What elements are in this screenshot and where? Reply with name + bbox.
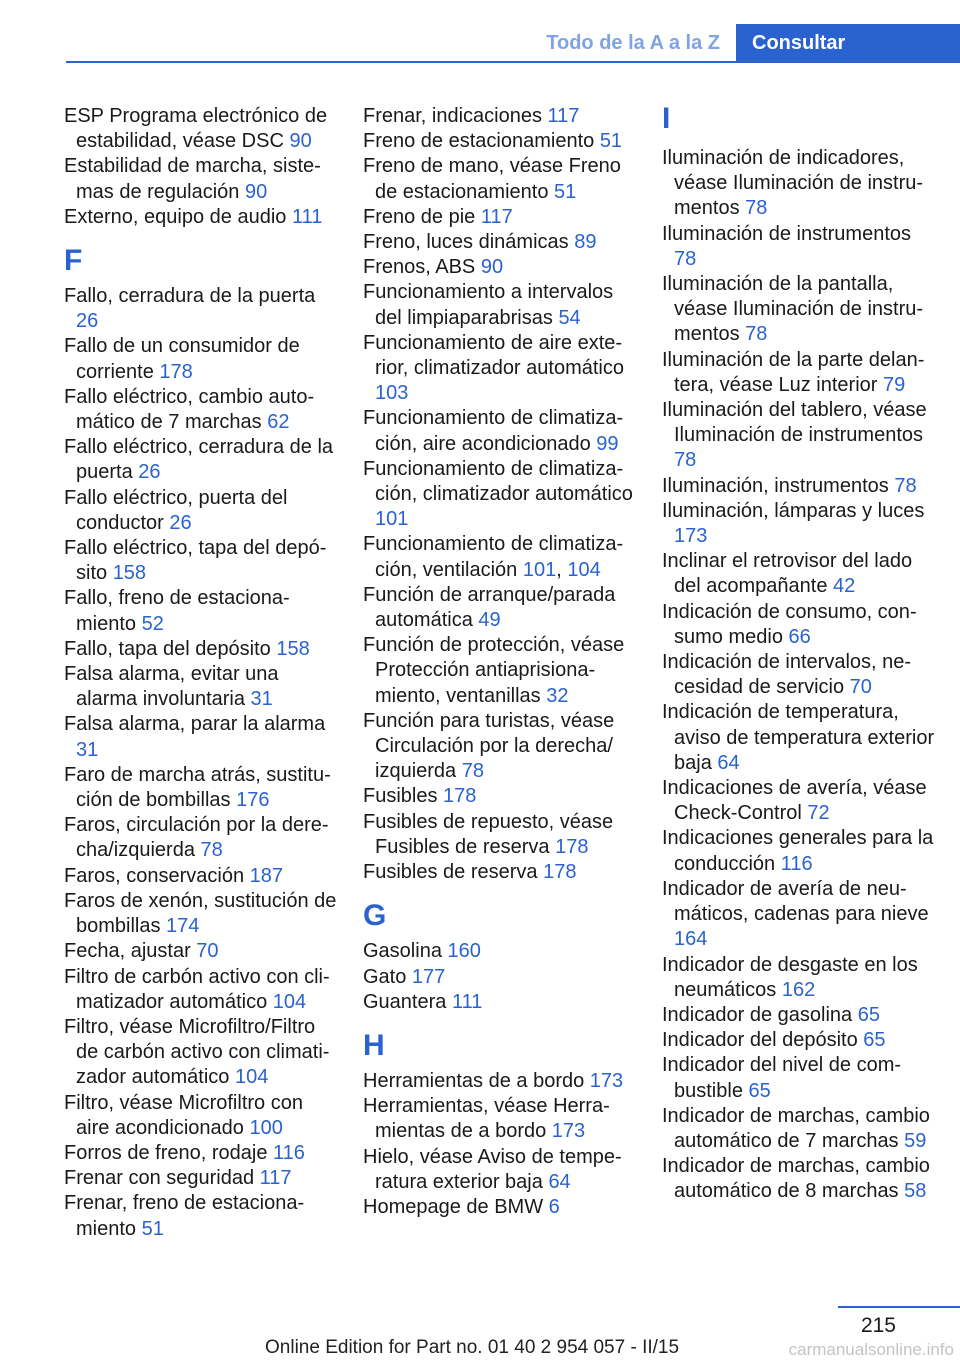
index-entry bbox=[662, 1003, 937, 1028]
entry-text: Homepage de BMW bbox=[363, 1195, 544, 1218]
index-column-2 bbox=[363, 104, 638, 1220]
entry-text: Frenar, indicaciones bbox=[363, 105, 542, 127]
page-link[interactable]: 54 bbox=[558, 306, 581, 329]
index-entry bbox=[64, 712, 339, 762]
entry-text: Herramientas de a bordo bbox=[363, 1069, 585, 1092]
page-link[interactable]: 59 bbox=[904, 1129, 927, 1152]
entry-text: Gasolina bbox=[363, 940, 442, 963]
page-link[interactable]: 173 bbox=[551, 1120, 586, 1143]
index-entry bbox=[363, 1069, 638, 1094]
entry-text: Indicaciones generales para la conducción bbox=[662, 827, 934, 875]
index-entry bbox=[363, 457, 638, 533]
entry-text: Iluminación del tablero, véase Iluminación de instrumentos bbox=[662, 399, 927, 447]
entry-text: Funcionamiento de climatización, climatizador automático bbox=[363, 457, 633, 506]
entry-text: Indicador del nivel de combustible bbox=[662, 1054, 902, 1102]
breadcrumb[interactable]: Todo de la A a la Z bbox=[546, 31, 720, 54]
entry-text: Fallo, tapa del depósito bbox=[64, 637, 271, 660]
page-link[interactable]: 178 bbox=[443, 785, 477, 808]
index-entry bbox=[662, 953, 937, 1003]
index-entry bbox=[363, 230, 638, 255]
page-link[interactable]: 104 bbox=[234, 1066, 269, 1089]
page-link[interactable]: 65 bbox=[857, 1003, 880, 1026]
entry-text: Guantera bbox=[363, 990, 447, 1013]
entry-text: Indicador de gasolina bbox=[662, 1003, 853, 1026]
index-entry bbox=[64, 486, 339, 536]
entry-text: Inclinar el retrovisor del lado del acompañante bbox=[662, 550, 913, 598]
index-entry bbox=[363, 331, 638, 407]
index-entry bbox=[363, 255, 638, 280]
page-link[interactable]: 65 bbox=[748, 1079, 771, 1102]
index-entry bbox=[64, 662, 339, 712]
index-entry bbox=[662, 1154, 937, 1204]
entry-text: Función para turistas, véase Circulación por la derecha/ izquierda bbox=[363, 709, 615, 783]
page-link[interactable]: 31 bbox=[76, 738, 99, 761]
entry-text: Frenar, freno de estacionamiento bbox=[64, 1192, 305, 1240]
page-link[interactable]: 72 bbox=[807, 802, 830, 825]
index-entry bbox=[662, 650, 937, 700]
page-link[interactable]: 51 bbox=[141, 1217, 164, 1240]
entry-text: Filtro, véase Microfiltro con aire acondicionado bbox=[64, 1091, 303, 1139]
page-link[interactable]: 42 bbox=[833, 575, 856, 598]
index-entry bbox=[64, 586, 339, 636]
index-column-3 bbox=[662, 104, 937, 1205]
entry-text: Indicador de desgaste en los neumáticos bbox=[662, 953, 918, 1001]
index-entry bbox=[662, 474, 937, 499]
page-link[interactable]: 177 bbox=[411, 965, 446, 988]
page-link[interactable]: 158 bbox=[276, 637, 310, 660]
index-letter-heading: I bbox=[662, 102, 671, 135]
entry-text: Indicación de temperatura, aviso de temperatura exterior baja bbox=[662, 701, 935, 774]
page-link[interactable]: 187 bbox=[249, 864, 284, 887]
page-link[interactable]: 101 bbox=[522, 558, 557, 581]
entry-text: Función de arranque/parada automática bbox=[363, 583, 616, 632]
footer-rule bbox=[838, 1306, 960, 1308]
index-entry bbox=[363, 1195, 638, 1220]
page-link[interactable]: 103 bbox=[375, 382, 409, 405]
entry-text: Indicaciones de avería, véase Check-Control bbox=[662, 777, 927, 825]
page-link[interactable]: 100 bbox=[249, 1116, 283, 1139]
index-entry bbox=[662, 146, 937, 222]
page-link[interactable]: 26 bbox=[138, 461, 161, 484]
entry-text: Función de protección, véase Protección antiaprisionamiento, ventanillas bbox=[363, 634, 625, 707]
page-link[interactable]: 51 bbox=[554, 180, 577, 203]
watermark: carmanualsonline.info bbox=[788, 1340, 954, 1359]
index-entry bbox=[662, 877, 937, 953]
page-link[interactable]: 89 bbox=[574, 231, 597, 254]
entry-text: Freno, luces dinámicas bbox=[363, 231, 569, 254]
index-entry bbox=[64, 385, 339, 435]
index-entry bbox=[363, 633, 638, 709]
entry-text: Indicación de consumo, consumo medio bbox=[662, 600, 917, 648]
entry-text: Indicador de marchas, cambio automático de 8 marchas bbox=[662, 1155, 930, 1203]
entry-text: Indicador de avería de neumáticos, cadenas para nieve bbox=[662, 877, 929, 926]
page-link[interactable]: 117 bbox=[259, 1167, 292, 1190]
entry-text: Fusibles de reserva bbox=[363, 861, 538, 884]
index-entry bbox=[662, 499, 937, 549]
index-entry bbox=[64, 435, 339, 485]
page-link[interactable]: 52 bbox=[141, 612, 164, 635]
entry-text: Faros, conservación bbox=[64, 864, 245, 887]
entry-text: Externo, equipo de audio bbox=[64, 205, 287, 228]
page-link[interactable]: 178 bbox=[555, 835, 589, 858]
entry-text: Frenos, ABS bbox=[363, 256, 476, 279]
index-entry bbox=[662, 1053, 937, 1103]
page-link[interactable]: 117 bbox=[547, 105, 580, 127]
page-link[interactable]: 78 bbox=[461, 760, 484, 783]
index-entry bbox=[64, 154, 339, 204]
index-entry bbox=[64, 334, 339, 384]
entry-text: Funcionamiento de aire exterior, climatizador automático bbox=[363, 331, 624, 380]
entry-text: Freno de pie bbox=[363, 205, 476, 228]
page-link[interactable]: 99 bbox=[596, 432, 619, 455]
page-link[interactable]: 32 bbox=[546, 684, 569, 707]
index-letter-heading: H bbox=[363, 1028, 385, 1062]
edition-text: Online Edition for Part no. 01 40 2 954 057 - II/15 bbox=[265, 1337, 680, 1358]
page-link[interactable]: 173 bbox=[589, 1069, 624, 1092]
entry-text: Fallo eléctrico, tapa del depósito bbox=[64, 537, 327, 585]
entry-text: Fallo de un consumidor de corriente bbox=[64, 335, 300, 383]
page-link[interactable]: 178 bbox=[159, 360, 193, 383]
entry-text: Fecha, ajustar bbox=[64, 940, 191, 963]
index-entry bbox=[64, 939, 339, 964]
entry-text: Iluminación de instrumentos bbox=[662, 222, 912, 245]
entry-text: Filtro, véase Microfiltro/Filtro de carbón activo con climatizador automático bbox=[64, 1015, 330, 1089]
index-entry bbox=[64, 1191, 339, 1241]
page-link[interactable]: 64 bbox=[717, 751, 740, 774]
entry-text: Faro de marcha atrás, sustitución de bombillas bbox=[64, 763, 331, 812]
index-entry bbox=[662, 222, 937, 272]
entry-text: Iluminación de indicadores, véase Iluminación de instrumentos bbox=[662, 147, 924, 220]
entry-text: Gato bbox=[363, 965, 407, 988]
index-entry bbox=[662, 1104, 937, 1154]
index-entry bbox=[64, 889, 339, 939]
page-link[interactable]: 70 bbox=[849, 676, 872, 699]
index-letter-heading: G bbox=[363, 899, 387, 933]
entry-text: Funcionamiento a intervalos del limpiaparabrisas bbox=[363, 281, 614, 329]
index-entry bbox=[662, 600, 937, 650]
page-link[interactable]: 117 bbox=[480, 205, 513, 228]
index-entry bbox=[363, 1094, 638, 1144]
entry-text: ESP Programa electrónico de estabilidad, véase DSC bbox=[64, 105, 328, 153]
entry-text: Indicador de marchas, cambio automático de 7 marchas bbox=[662, 1104, 930, 1152]
index-entry bbox=[64, 1166, 339, 1191]
entry-text: Fusibles de repuesto, véase Fusibles de reserva bbox=[363, 810, 614, 858]
page-link[interactable]: 111 bbox=[291, 205, 323, 228]
entry-text: Iluminación, lámparas y luces bbox=[662, 499, 925, 522]
page-link[interactable]: 58 bbox=[904, 1180, 927, 1203]
entry-text: Fallo, freno de estacionamiento bbox=[64, 587, 290, 635]
page-link[interactable]: 49 bbox=[478, 609, 501, 632]
entry-text: Herramientas, véase Herramientas de a bordo bbox=[363, 1095, 610, 1143]
index-entry bbox=[363, 104, 638, 129]
page-link[interactable]: 26 bbox=[169, 511, 192, 534]
page-link[interactable]: 31 bbox=[250, 688, 273, 711]
index-entry bbox=[662, 348, 937, 398]
page-link[interactable]: 78 bbox=[674, 449, 697, 472]
entry-text: Iluminación, instrumentos bbox=[662, 474, 889, 497]
index-entry bbox=[363, 860, 638, 885]
entry-text: Fallo eléctrico, puerta del conductor bbox=[64, 486, 288, 534]
entry-text: Freno de estacionamiento bbox=[363, 130, 595, 153]
index-entry bbox=[64, 205, 339, 230]
entry-text: Estabilidad de marcha, sistemas de regulación bbox=[64, 155, 321, 203]
page-link[interactable]: 78 bbox=[745, 323, 768, 346]
index-entry bbox=[363, 810, 638, 860]
index-letter-heading: F bbox=[64, 244, 83, 278]
entry-text: Funcionamiento de climatización, ventilación bbox=[363, 533, 624, 581]
index-entry bbox=[363, 709, 638, 785]
index-entry bbox=[662, 272, 937, 348]
entry-text: Indicador del depósito bbox=[662, 1029, 858, 1052]
entry-text: Indicación de intervalos, necesidad de servicio bbox=[662, 651, 912, 699]
page-link[interactable]: 111 bbox=[451, 990, 483, 1013]
page-link[interactable]: 6 bbox=[548, 1195, 560, 1218]
page-link[interactable]: 62 bbox=[267, 411, 290, 434]
page-link[interactable]: 116 bbox=[273, 1141, 305, 1164]
page-link[interactable]: 104 bbox=[272, 990, 307, 1013]
entry-text: Filtro de carbón activo con climatizador automático bbox=[64, 965, 330, 1013]
page-link[interactable]: 158 bbox=[112, 562, 147, 585]
page-link[interactable]: 78 bbox=[674, 247, 697, 270]
entry-text: Fusibles bbox=[363, 785, 438, 808]
entry-text: Iluminación de la pantalla, véase Iluminación de instrumentos bbox=[662, 273, 924, 346]
entry-text: Fallo eléctrico, cerradura de la puerta bbox=[64, 436, 334, 484]
page-link[interactable]: 78 bbox=[894, 474, 917, 497]
index-entry bbox=[363, 406, 638, 456]
index-entry bbox=[64, 1141, 339, 1166]
page-link[interactable]: 66 bbox=[788, 625, 811, 648]
page-link[interactable]: 178 bbox=[543, 861, 577, 884]
index-column-1 bbox=[64, 104, 339, 1242]
entry-text: Faros, circulación por la derecha/izquierda bbox=[64, 814, 329, 862]
page-link[interactable]: 162 bbox=[781, 978, 816, 1001]
index-entry bbox=[64, 284, 339, 334]
page-link[interactable]: 116 bbox=[780, 852, 813, 875]
index-entry bbox=[363, 939, 638, 964]
page-link[interactable]: 160 bbox=[447, 940, 481, 963]
entry-text: Freno de mano, véase Freno de estacionamiento bbox=[363, 155, 621, 203]
entry-text: Frenar con seguridad bbox=[64, 1167, 255, 1190]
page-link[interactable]: 90 bbox=[289, 130, 312, 153]
index-entry bbox=[64, 536, 339, 586]
index-entry bbox=[662, 826, 937, 876]
index-entry bbox=[363, 280, 638, 330]
index-entry bbox=[64, 965, 339, 1015]
index-entry bbox=[662, 549, 937, 599]
index-entry bbox=[662, 776, 937, 826]
index-entry bbox=[64, 763, 339, 813]
index-entry bbox=[64, 104, 339, 154]
page-link[interactable]: 174 bbox=[166, 915, 200, 938]
entry-text: Fallo, cerradura de la puerta bbox=[64, 285, 316, 308]
page-link[interactable]: 78 bbox=[745, 197, 768, 220]
page-link[interactable]: 176 bbox=[236, 789, 270, 812]
page-link[interactable]: 70 bbox=[196, 940, 219, 963]
index-entry bbox=[64, 637, 339, 662]
tab-consultar[interactable]: Consultar bbox=[736, 24, 960, 63]
page-link[interactable]: 164 bbox=[674, 928, 708, 951]
index-entry bbox=[64, 1091, 339, 1141]
entry-text: Forros de freno, rodaje bbox=[64, 1141, 268, 1164]
index-entry bbox=[662, 398, 937, 474]
page-link[interactable]: 173 bbox=[674, 525, 708, 548]
page-link[interactable]: 101 bbox=[375, 508, 409, 531]
entry-text: Falsa alarma, parar la alarma bbox=[64, 713, 326, 736]
index-entry bbox=[64, 1015, 339, 1091]
index-entry bbox=[363, 129, 638, 154]
index-entry bbox=[64, 813, 339, 863]
index-entry bbox=[662, 700, 937, 776]
page-link[interactable]: 104 bbox=[567, 558, 601, 581]
page-link[interactable]: 65 bbox=[863, 1029, 886, 1052]
page-link[interactable]: 26 bbox=[76, 310, 99, 333]
page-link[interactable]: 51 bbox=[599, 130, 623, 153]
index-entry: Funcionamiento de climatización, ventilación 101, 104 bbox=[363, 533, 624, 581]
index-entry bbox=[363, 154, 638, 204]
index-entry bbox=[363, 205, 638, 230]
entry-text: Faros de xenón, sustitución de bombillas bbox=[64, 889, 337, 938]
page-link[interactable]: 90 bbox=[245, 180, 268, 203]
page-link[interactable]: 90 bbox=[480, 256, 504, 279]
page-link[interactable]: 79 bbox=[883, 373, 906, 396]
entry-text: Hielo, véase Aviso de temperatura exterior baja bbox=[363, 1145, 622, 1193]
entry-text: Funcionamiento de climatización, aire acondicionado bbox=[363, 407, 624, 455]
entry-text: Falsa alarma, evitar una alarma involuntaria bbox=[64, 663, 279, 711]
index-entry bbox=[64, 864, 339, 889]
index-entry bbox=[363, 583, 638, 633]
index-entry bbox=[662, 1028, 937, 1053]
page-number: 215 bbox=[860, 1314, 896, 1337]
index-entry bbox=[363, 784, 638, 809]
entry-text: Fallo eléctrico, cambio automático de 7 marchas bbox=[64, 385, 315, 434]
index-entry bbox=[363, 965, 638, 990]
page-link[interactable]: 78 bbox=[200, 839, 223, 862]
index-entry bbox=[363, 1145, 638, 1195]
index-entry bbox=[363, 990, 638, 1015]
entry-text: Iluminación de la parte delantera, véase Luz interior bbox=[662, 348, 925, 396]
page-link[interactable]: 64 bbox=[548, 1170, 571, 1193]
